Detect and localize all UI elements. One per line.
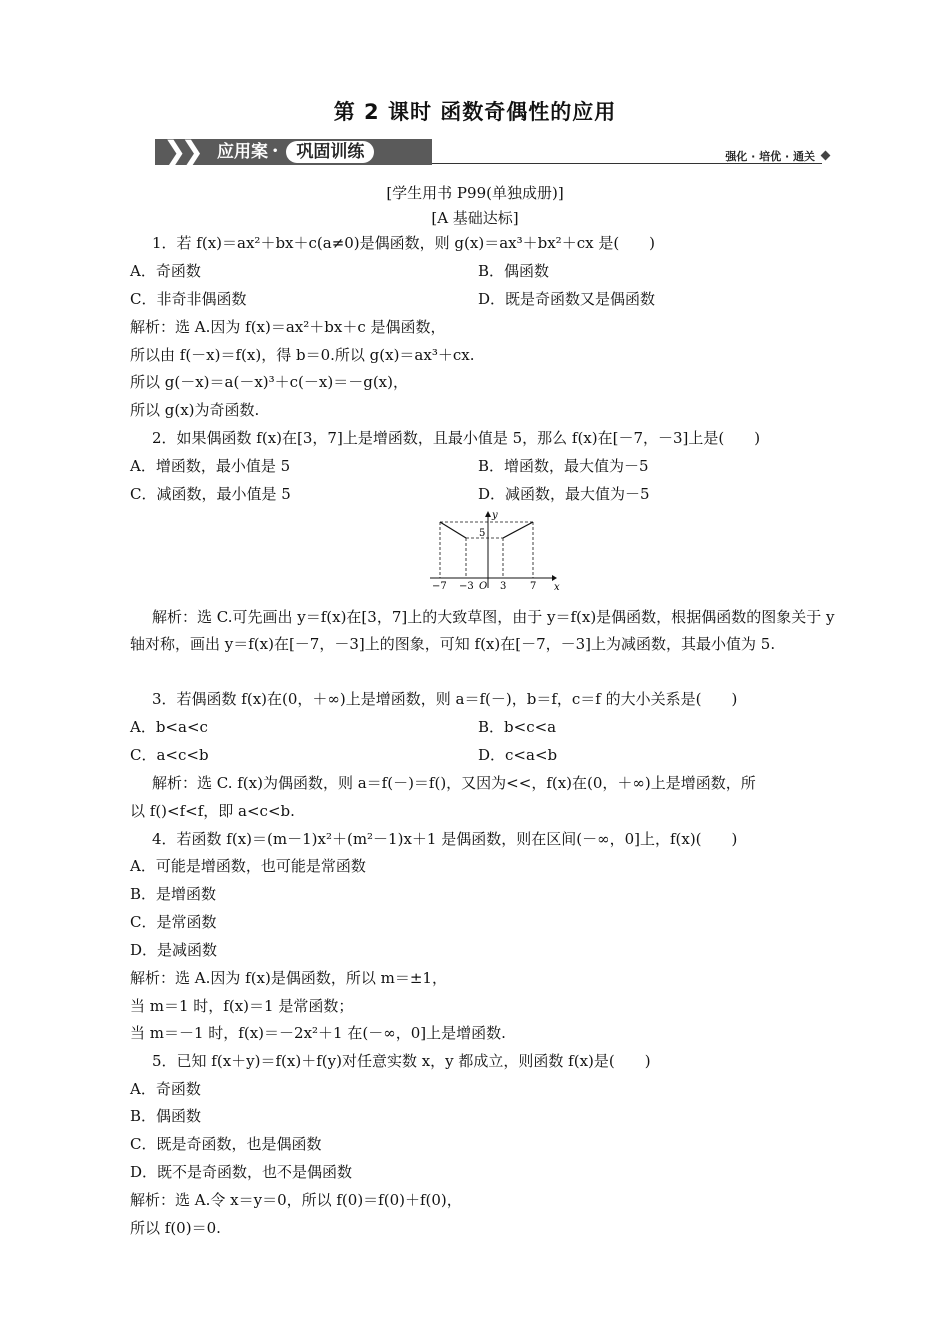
q4-option-a: A．可能是增函数，也可能是常函数 bbox=[130, 857, 366, 875]
page-title: 第 2 课时 函数奇偶性的应用 bbox=[333, 100, 617, 124]
q1-solution-2: 所以由 f(－x)＝f(x)，得 b＝0.所以 g(x)＝ax³＋cx. bbox=[130, 346, 475, 364]
banner-label bbox=[217, 139, 374, 165]
function-graph bbox=[428, 510, 558, 592]
q4-option-c: C．是常函数 bbox=[130, 913, 217, 931]
tick-pos7: 7 bbox=[530, 581, 537, 592]
tick-neg3: −3 bbox=[459, 581, 474, 592]
q3-option-b: B．b<c<a bbox=[478, 718, 557, 736]
level-heading: [A 基础达标] bbox=[431, 209, 519, 227]
q4-option-d: D．是减函数 bbox=[130, 941, 218, 959]
q1-stem: 1．若 f(x)＝ax²＋bx＋c(a≠0)是偶函数，则 g(x)＝ax³＋bx²＋cx 是( ) bbox=[152, 234, 656, 252]
five-label: 5 bbox=[479, 528, 486, 539]
banner-dot: • bbox=[272, 146, 279, 157]
q5-stem: 5．已知 f(x＋y)＝f(x)＋f(y)对任意实数 x，y 都成立，则函数 f(x)是( ) bbox=[152, 1052, 651, 1070]
q3-solution-1: 解析：选 C. f(x)为偶函数，则 a＝f(－)＝f()，又因为<<，f(x)在(0，＋∞)上是增函数，所 bbox=[152, 774, 756, 792]
q1-option-c: C．非奇非偶函数 bbox=[130, 290, 247, 308]
y-axis-arrow-icon bbox=[485, 511, 491, 517]
q4-solution-3: 当 m＝－1 时，f(x)＝－2x²＋1 在(－∞，0]上是增函数. bbox=[130, 1024, 506, 1042]
q1-solution-3: 所以 g(－x)＝a(－x)³＋c(－x)＝－g(x)， bbox=[130, 373, 408, 391]
q5-option-c: C．既是奇函数，也是偶函数 bbox=[130, 1135, 322, 1153]
q3-solution-2: 以 f()<f<f，即 a<c<b. bbox=[130, 802, 295, 820]
q3-option-d: D．c<a<b bbox=[478, 746, 558, 764]
q5-option-a: A．奇函数 bbox=[130, 1080, 201, 1098]
banner-left-text: 应用案 bbox=[217, 142, 268, 162]
q2-option-b: B．增函数，最大值为－5 bbox=[478, 457, 649, 475]
tick-neg7: −7 bbox=[432, 581, 447, 592]
q4-stem: 4．若函数 f(x)＝(m－1)x²＋(m²－1)x＋1 是偶函数，则在区间(－∞，0]上，f(x)( ) bbox=[152, 830, 738, 848]
q4-solution-2: 当 m＝1 时，f(x)＝1 是常函数； bbox=[130, 997, 354, 1015]
q2-option-d: D．减函数，最大值为－5 bbox=[478, 485, 650, 503]
left-curve bbox=[440, 522, 466, 538]
q2-option-c: C．减函数，最小值是 5 bbox=[130, 485, 291, 503]
q1-option-d: D．既是奇函数又是偶函数 bbox=[478, 290, 656, 308]
q5-solution-1: 解析：选 A.令 x＝y＝0，所以 f(0)＝f(0)＋f(0)， bbox=[130, 1191, 462, 1209]
q5-option-b: B．偶函数 bbox=[130, 1107, 202, 1125]
diamond-icon bbox=[821, 151, 831, 161]
section-banner bbox=[155, 134, 835, 170]
q3-option-c: C．a<c<b bbox=[130, 746, 209, 764]
q5-option-d: D．既不是奇函数，也不是偶函数 bbox=[130, 1163, 353, 1181]
banner-right-text: 巩固训练 bbox=[286, 141, 374, 163]
q5-solution-2: 所以 f(0)＝0. bbox=[130, 1219, 221, 1237]
banner-tag: 强化 · 培优 · 通关 bbox=[725, 150, 815, 163]
tick-origin: O bbox=[479, 581, 488, 592]
q2-option-a: A．增函数，最小值是 5 bbox=[130, 457, 291, 475]
q2-solution: 解析：选 C.可先画出 y＝f(x)在[3，7]上的大致草图，由于 y＝f(x)是偶函数，根据偶函数的图象关于 y 轴对称，画出 y＝f(x)在[－7，－3]上的图象，可知 f(x)在[－7，－3]上为减函数，其最小值为 5. bbox=[130, 608, 835, 653]
y-label: y bbox=[492, 510, 498, 521]
q4-solution-1: 解析：选 A.因为 f(x)是偶函数，所以 m＝±1， bbox=[130, 969, 447, 987]
q3-stem: 3．若偶函数 f(x)在(0，＋∞)上是增函数，则 a＝f(－)，b＝f，c＝f 的大小关系是( ) bbox=[152, 690, 738, 708]
right-curve bbox=[503, 522, 533, 538]
book-reference: [学生用书 P99(单独成册)] bbox=[386, 184, 564, 202]
q1-option-b: B．偶函数 bbox=[478, 262, 550, 280]
x-axis-arrow-icon bbox=[552, 575, 557, 581]
q2-stem: 2．如果偶函数 f(x)在[3，7]上是增函数，且最小值是 5，那么 f(x)在[－7，－3]上是( ) bbox=[152, 429, 761, 447]
q1-solution-1: 解析：选 A.因为 f(x)＝ax²＋bx＋c 是偶函数， bbox=[130, 318, 446, 336]
x-label: x bbox=[554, 582, 560, 593]
q3-option-a: A．b<a<c bbox=[130, 718, 208, 736]
chevron-double-icon: ❯❯ bbox=[163, 135, 198, 168]
tick-pos3: 3 bbox=[500, 581, 507, 592]
q4-option-b: B．是增函数 bbox=[130, 885, 217, 903]
q1-option-a: A．奇函数 bbox=[130, 262, 201, 280]
q1-solution-4: 所以 g(x)为奇函数. bbox=[130, 401, 260, 419]
